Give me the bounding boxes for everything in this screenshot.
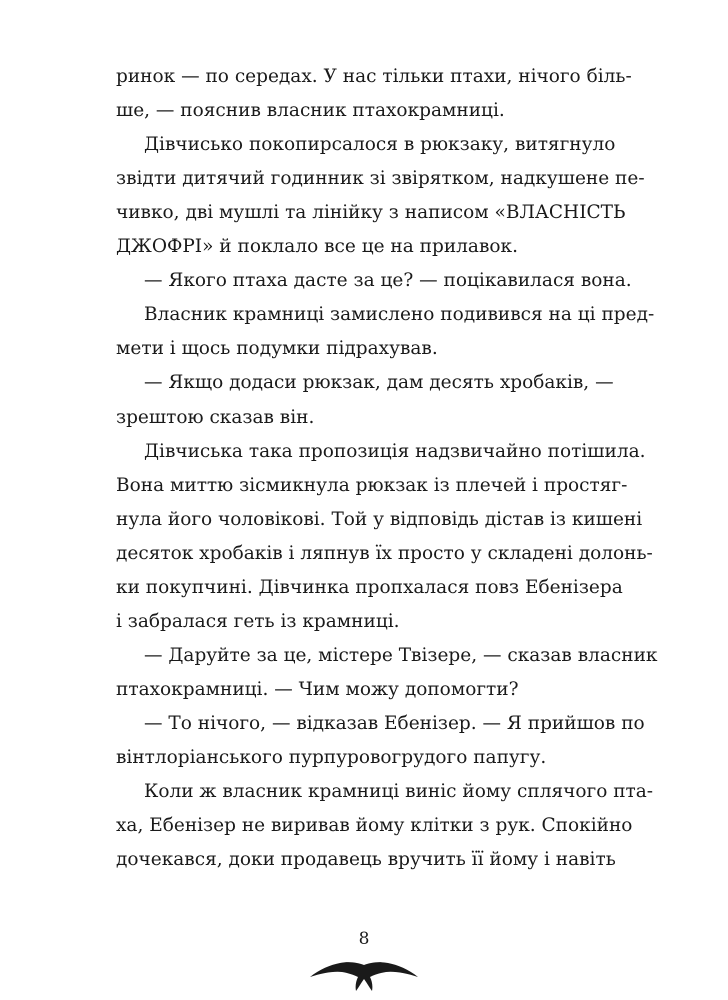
bat-wings-ornament-icon <box>306 955 422 995</box>
text-line: мети і щось подумки підрахував. <box>116 338 438 360</box>
text-line: нула його чоловікові. Той у відповідь дістав із кишені <box>116 508 643 530</box>
text-line: Коли ж власник крамниці виніс йому сплячого пта- <box>144 781 654 803</box>
text-line: Дівчисько покопирсалося в рюкзаку, витягнуло <box>144 134 616 156</box>
text-line: ринок — по середах. У нас тільки птахи, нічого біль- <box>116 66 632 87</box>
text-line: ха, Ебенізер не виривав йому клітки з рук. Спокійно <box>116 815 633 837</box>
text-line: зрештою сказав він. <box>116 406 315 428</box>
text-line: і забралася геть із крамниці. <box>116 610 400 632</box>
text-line: Вона миттю зісмикнула рюкзак із плечей і простяг- <box>116 474 628 496</box>
text-line: ки покупчині. Дівчинка пропхалася повз Ебенізера <box>116 576 623 598</box>
text-line: звідти дитячий годинник зі звірятком, надкушене пе- <box>116 168 645 190</box>
text-line: ше, — пояснив власник птахокрамниці. <box>116 100 505 122</box>
page-number: 8 <box>358 929 370 949</box>
text-line: ДЖОФРІ» й поклало все це на прилавок. <box>116 236 518 258</box>
text-line: Дівчиська така пропозиція надзвичайно потішила. <box>144 440 646 462</box>
text-line: птахокрамниці. — Чим можу допомогти? <box>116 678 519 700</box>
text-line: вінтлоріанського пурпуровогрудого папугу. <box>116 747 547 768</box>
text-line: — Даруйте за це, містере Твізере, — сказав власник <box>144 644 658 666</box>
text-line: чивко, дві мушлі та лінійку з написом «ВЛАСНІСТЬ <box>116 202 626 224</box>
text-line: — Якщо додаси рюкзак, дам десять хробаків, — <box>144 372 614 394</box>
text-line: десяток хробаків і ляпнув їх просто у складені долонь- <box>116 542 653 564</box>
text-line: Власник крамниці замислено подивився на ці пред- <box>144 304 655 326</box>
text-line: — То нічого, — відказав Ебенізер. — Я прийшов по <box>144 712 645 734</box>
text-line: — Якого птаха дасте за це? — поцікавилася вона. <box>144 270 632 292</box>
text-line: дочекався, доки продавець вручить її йому і навіть <box>116 849 616 871</box>
